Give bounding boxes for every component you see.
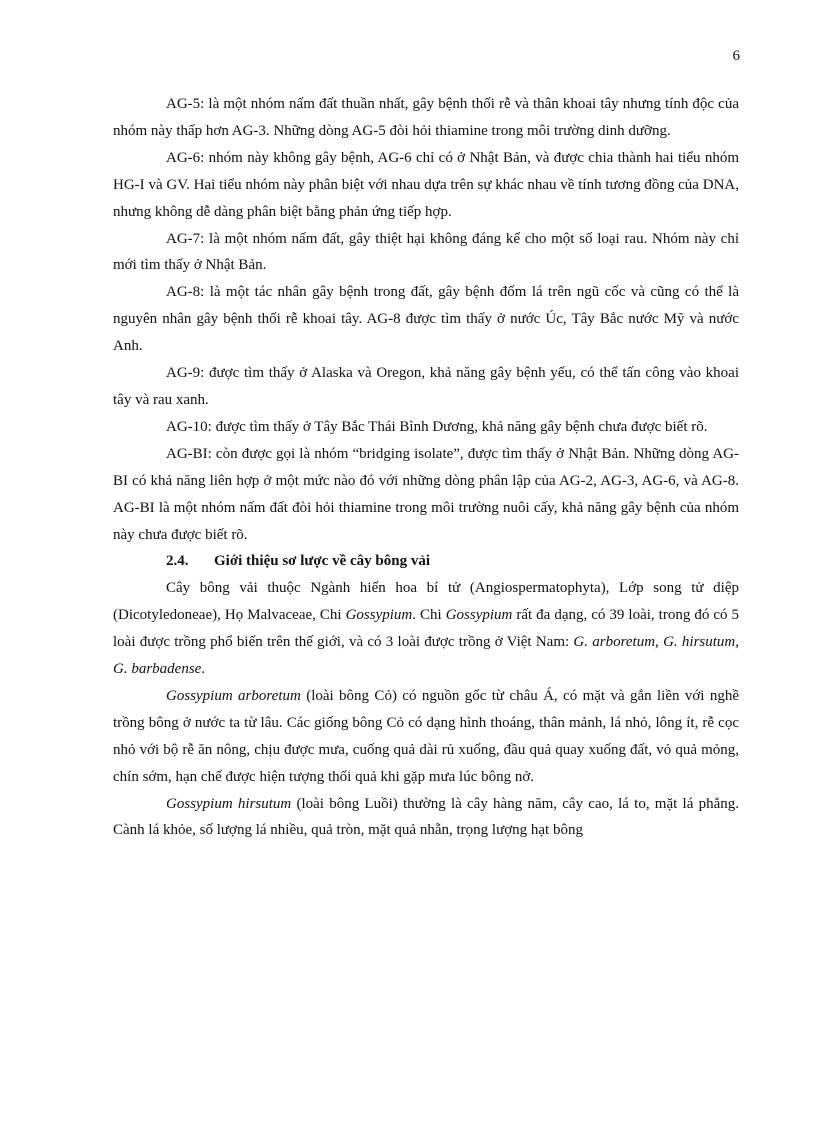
page-number: 6 <box>732 48 740 64</box>
paragraph-arboretum <box>113 683 739 791</box>
species-name: G. hirsutum <box>663 634 736 651</box>
paragraph-agbi: AG-BI: còn được gọi là nhóm “bridging isolate”, được tìm thấy ở Nhật Bản. Những dòng AG-BI có khả năng liên hợp ở một mức nào đó với những dòng phân lập của AG-2, AG-3, AG-6, và AG-8. AG-BI là một nhóm nấm đất đòi hỏi thiamine trong môi trường nuôi cấy, khả năng gây bệnh của nhóm này chưa được biết rõ. <box>113 445 739 543</box>
text-run: (loài bông Luồi) thường là cây hàng năm, cây cao, lá to, mặt lá phẳng. Cành lá khỏe, số lượng lá nhiều, quả tròn, mặt quả nhẵn, trọng lượng hạt bông <box>113 795 740 839</box>
paragraph-cotton-intro <box>113 575 739 683</box>
text-run: , <box>655 634 664 651</box>
species-name: G. arboretum <box>573 634 656 651</box>
species-name: Gossypium arboretum <box>166 687 301 704</box>
paragraph-ag7: AG-7: là một nhóm nấm đất, gây thiệt hại không đáng kể cho một số loại rau. Nhóm này chỉ mới tìm thấy ở Nhật Bản. <box>113 230 739 274</box>
genus-name: Gossypium <box>345 607 413 624</box>
text-run: , <box>735 634 739 651</box>
text-run: rất đa dạng, có 39 loài, trong đó có 5 loài được trồng phổ biến trên thế giới, và có 3 loài được trồng ở Việt Nam: <box>113 607 739 651</box>
section-heading <box>113 548 739 575</box>
paragraph-ag9: AG-9: được tìm thấy ở Alaska và Oregon, khả năng gây bệnh yếu, có thể tấn công vào khoai tây và rau xanh. <box>113 365 739 408</box>
species-name: G. barbadense <box>113 661 202 678</box>
text-run: Cây bông vải thuộc Ngành hiển hoa bí tử (Angiospermatophyta), Lớp song tử diệp (Dicotyledoneae), Họ Malvaceae, Chi <box>113 580 739 624</box>
section-number: 2.4. <box>166 553 189 570</box>
paragraph-ag6: AG-6: nhóm này không gây bệnh, AG-6 chỉ có ở Nhật Bản, và được chia thành hai tiểu nhóm HG-I và GV. Hai tiểu nhóm này phân biệt với nhau dựa trên sự khác nhau về tính tương đồng của DNA, nhưng không dễ dàng phân biệt bằng phản ứng tiếp hợp. <box>113 149 739 220</box>
paragraph-ag8: AG-8: là một tác nhân gây bệnh trong đất, gây bệnh đốm lá trên ngũ cốc và cũng có thể là nguyên nhân gây bệnh thối rễ khoai tây. AG-8 được tìm thấy ở nước Úc, Tây Bắc nước Mỹ và nước Anh. <box>113 284 739 355</box>
section-title: Giới thiệu sơ lược về cây bông vải <box>214 553 431 570</box>
paragraph-ag5: AG-5: là một nhóm nấm đất thuần nhất, gây bệnh thối rễ và thân khoai tây nhưng tính độc của nhóm này thấp hơn AG-3. Những dòng AG-5 đòi hỏi thiamine trong môi trường dinh dưỡng. <box>113 96 739 139</box>
text-run: . <box>201 661 206 678</box>
paragraph-hirsutum <box>113 791 739 845</box>
text-run: . Chi <box>412 607 446 624</box>
text-run: (loài bông Cỏ) có nguồn gốc từ châu Á, có mặt và gắn liền với nghề trồng bông ở nước ta từ lâu. Các giống bông Cỏ có dạng hình thoáng, thân mảnh, lá nhỏ, lông ít, rễ cọc nhỏ với bộ rễ ăn nông, chịu được mưa, cuống quả dài rủ xuống, đầu quả quay xuống đất, vỏ quả mỏng, chín sớm, hạn chế được hiện tượng thối quả khi gặp mưa lúc bông nở. <box>113 687 739 785</box>
genus-name: Gossypium <box>445 607 513 624</box>
paragraph-ag10: AG-10: được tìm thấy ở Tây Bắc Thái Bình Dương, khả năng gây bệnh chưa được biết rõ. <box>166 418 708 435</box>
species-name: Gossypium hirsutum <box>166 795 292 812</box>
page-body <box>113 91 739 844</box>
